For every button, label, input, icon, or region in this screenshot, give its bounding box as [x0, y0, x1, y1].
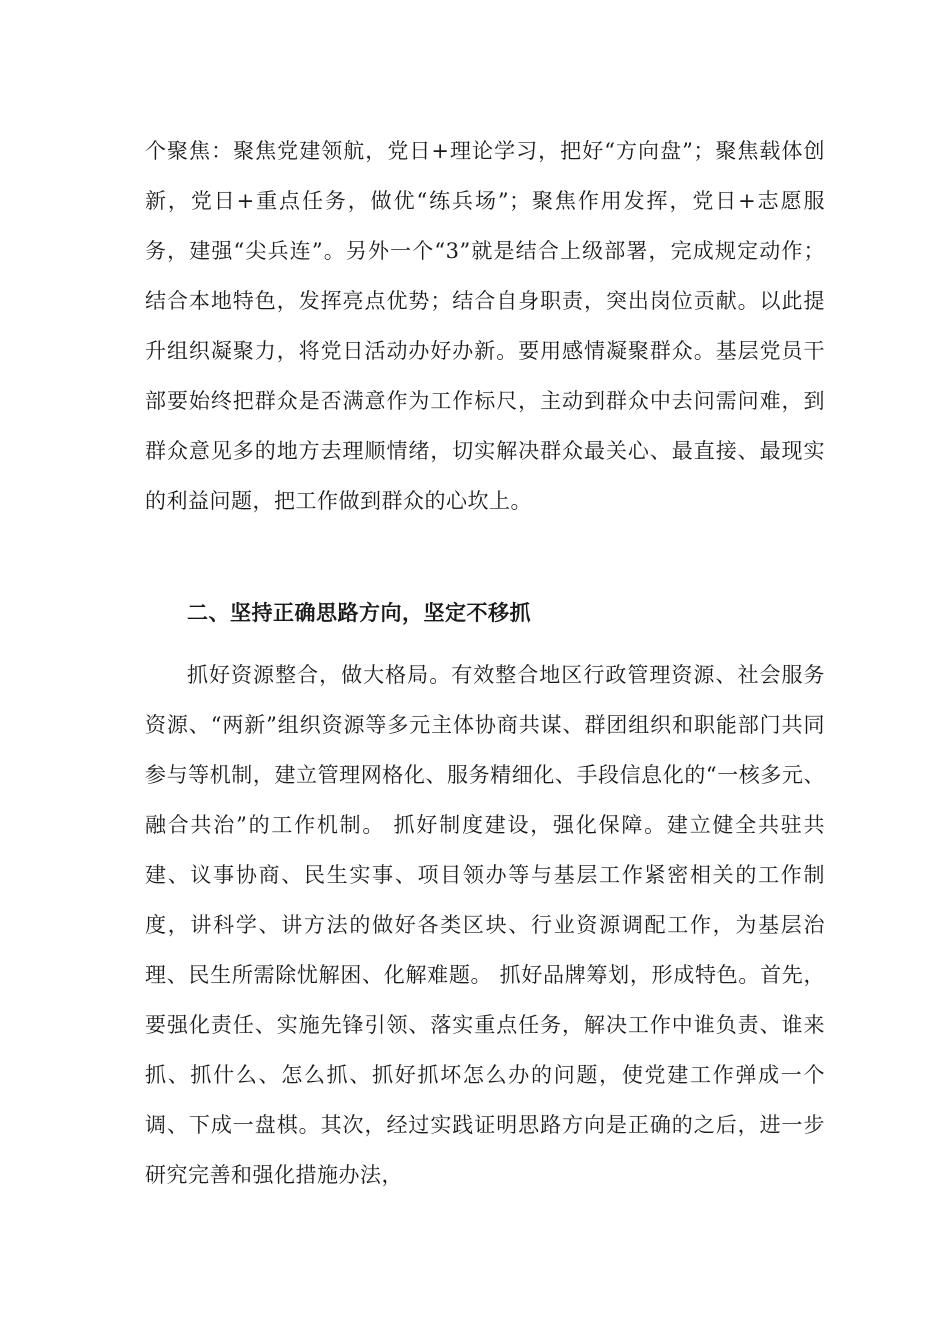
body-paragraph-2: 抓好资源整合，做大格局。有效整合地区行政管理资源、社会服务资源、“两新”组织资源等多元主体协商共谋、群团组织和职能部门共同参与等机制，建立管理网格化、服务精细化、手段信息化的“一核多元、融合共治”的工作机制。 抓好制度建设，强化保障。建立健全共驻共建、议事协商、民生实事、项目领办等与基层工作紧密相关的工作制度，讲科学、讲方法的做好各类区块、行业资源调配工作，为基层治理、民生所需除忧解困、化解难题。 抓好品牌筹划，形成特色。首先，要强化责任、实施先锋引领、落实重点任务，解决工作中谁负责、谁来抓、抓什么、怎么抓、抓好抓坏怎么办的问题，使党建工作弹成一个调、下成一盘棋。其次，经过实践证明思路方向是正确的之后，进一步研究完善和强化措施办法， — [145, 663, 825, 1187]
section-heading: 二、坚持正确思路方向，坚定不移抓 — [187, 601, 531, 625]
body-paragraph-1: 个聚焦：聚焦党建领航，党日+理论学习，把好“方向盘”；聚焦载体创新，党日+重点任务，做优“练兵场”；聚焦作用发挥，党日+志愿服务，建强“尖兵连”。另外一个“3”就是结合上级部署，完成规定动作；结合本地特色，发挥亮点优势；结合自身职责，突出岗位贡献。以此提升组织凝聚力，将党日活动办好办新。要用感情凝聚群众。基层党员干部要始终把群众是否满意作为工作标尺，主动到群众中去问需问难，到群众意见多的地方去理顺情绪，切实解决群众最关心、最直接、最现实的利益问题，把工作做到群众的心坎上。 — [145, 139, 825, 513]
